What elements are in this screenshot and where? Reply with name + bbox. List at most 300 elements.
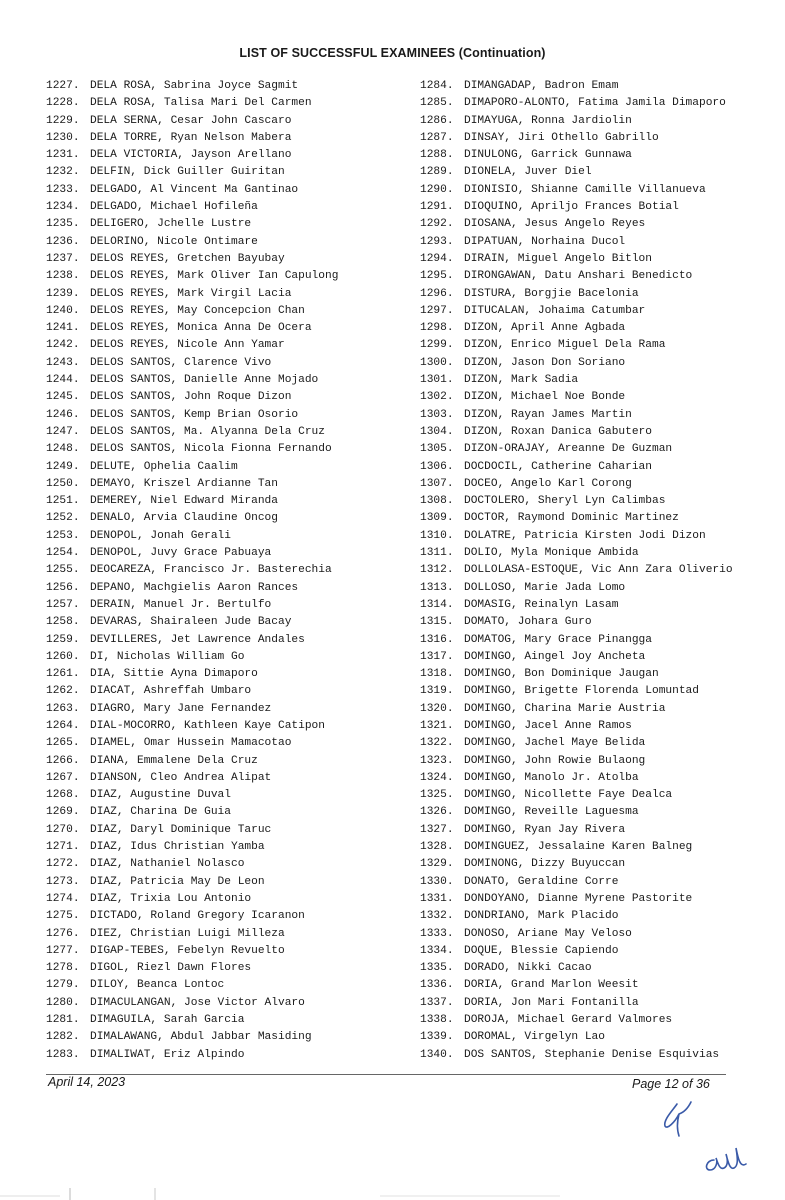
examinee-name: DIRONGAWAN, Datu Anshari Benedicto	[464, 270, 693, 283]
list-item	[46, 459, 338, 476]
examinee-name: DILOY, Beanca Lontoc	[90, 979, 225, 992]
examinee-number: 1286.	[420, 114, 454, 127]
examinee-name: DIAZ, Charina De Guia	[90, 806, 231, 819]
examinee-number: 1312.	[420, 564, 454, 577]
examinee-number: 1265.	[46, 737, 80, 750]
list-item	[420, 459, 733, 476]
examinee-name: DELFIN, Dick Guiller Guiritan	[90, 166, 285, 179]
examinee-name: DIAGRO, Mary Jane Fernandez	[90, 702, 272, 715]
examinee-number: 1234.	[46, 201, 80, 214]
examinee-name: DIAZ, Trixia Lou Antonio	[90, 892, 252, 905]
list-item	[420, 528, 733, 545]
examinee-number: 1303.	[420, 408, 454, 421]
examinee-number: 1310.	[420, 529, 454, 542]
examinee-name: DIZON, Roxan Danica Gabutero	[464, 425, 652, 438]
examinee-name: DOCTOR, Raymond Dominic Martinez	[464, 512, 679, 525]
examinee-name: DIOQUINO, Apriljo Frances Botial	[464, 201, 679, 214]
examinee-name: DOMINGUEZ, Jessalaine Karen Balneg	[464, 841, 693, 854]
examinee-name: DENOPOL, Jonah Gerali	[90, 529, 231, 542]
examinee-number: 1315.	[420, 616, 454, 629]
list-item	[46, 251, 338, 268]
list-item	[46, 1012, 338, 1029]
examinee-number: 1272.	[46, 858, 80, 871]
examinee-name: DORIA, Grand Marlon Weesit	[464, 979, 639, 992]
examinee-number: 1264.	[46, 719, 80, 732]
examinee-number: 1254.	[46, 547, 80, 560]
examinee-number: 1330.	[420, 875, 454, 888]
examinee-name: DEVARAS, Shairaleen Jude Bacay	[90, 616, 292, 629]
examinee-name: DENALO, Arvia Claudine Oncog	[90, 512, 278, 525]
examinee-number: 1326.	[420, 806, 454, 819]
examinee-name: DELGADO, Al Vincent Ma Gantinao	[90, 183, 299, 196]
list-item	[46, 649, 338, 666]
examinee-number: 1268.	[46, 789, 80, 802]
examinee-name: DOMINONG, Dizzy Buyuccan	[464, 858, 626, 871]
examinee-number: 1338.	[420, 1014, 454, 1027]
examinee-name: DELOS SANTOS, Danielle Anne Mojado	[90, 374, 319, 387]
examinee-name: DOCEO, Angelo Karl Corong	[464, 477, 632, 490]
examinee-number: 1237.	[46, 252, 80, 265]
examinee-name: DIANA, Emmalene Dela Cruz	[90, 754, 258, 767]
examinee-name: DONDRIANO, Mark Placido	[464, 910, 619, 923]
examinee-number: 1318.	[420, 668, 454, 681]
list-item	[46, 164, 338, 181]
examinee-number: 1329.	[420, 858, 454, 871]
list-item	[46, 199, 338, 216]
list-item	[46, 926, 338, 943]
examinee-name: DEMEREY, Niel Edward Miranda	[90, 495, 278, 508]
examinee-name: DIEZ, Christian Luigi Milleza	[90, 927, 285, 940]
list-item	[46, 216, 338, 233]
examinee-name: DITUCALAN, Johaima Catumbar	[464, 304, 646, 317]
examinee-name: DOLIO, Myla Monique Ambida	[464, 547, 639, 560]
list-item	[46, 476, 338, 493]
examinee-number: 1259.	[46, 633, 80, 646]
examinee-number: 1257.	[46, 598, 80, 611]
examinee-number: 1301.	[420, 374, 454, 387]
list-item	[420, 839, 733, 856]
examinee-name: DELOS SANTOS, Clarence Vivo	[90, 356, 272, 369]
examinee-number: 1317.	[420, 650, 454, 663]
examinee-number: 1294.	[420, 252, 454, 265]
examinee-number: 1284.	[420, 80, 454, 92]
examinee-number: 1339.	[420, 1031, 454, 1044]
examinee-number: 1275.	[46, 910, 80, 923]
list-item	[46, 753, 338, 770]
examinee-number: 1281.	[46, 1014, 80, 1027]
examinee-name: DIGAP-TEBES, Febelyn Revuelto	[90, 944, 285, 957]
list-item	[420, 113, 733, 130]
examinee-name: DOMINGO, Reveille Laguesma	[464, 806, 639, 819]
list-item	[46, 683, 338, 700]
examinee-name: DELA ROSA, Talisa Mari Del Carmen	[90, 97, 312, 110]
list-item	[46, 337, 338, 354]
page-number: Page 12 of 36	[632, 1077, 710, 1091]
list-item	[46, 355, 338, 372]
examinee-number: 1298.	[420, 322, 454, 335]
examinee-name: DEOCAREZA, Francisco Jr. Basterechia	[90, 564, 332, 577]
examinee-name: DORADO, Nikki Cacao	[464, 962, 592, 975]
examinee-number: 1327.	[420, 823, 454, 836]
examinee-number: 1263.	[46, 702, 80, 715]
list-item	[420, 908, 733, 925]
list-item	[46, 510, 338, 527]
list-item	[46, 493, 338, 510]
list-item	[46, 908, 338, 925]
examinee-number: 1307.	[420, 477, 454, 490]
examinee-name: DELGADO, Michael Hofileña	[90, 201, 258, 214]
examinee-number: 1241.	[46, 322, 80, 335]
initials-signature-icon	[655, 1100, 700, 1140]
examinee-name: DOMINGO, Manolo Jr. Atolba	[464, 771, 639, 784]
list-item	[46, 804, 338, 821]
examinee-name: DORIA, Jon Mari Fontanilla	[464, 996, 639, 1009]
examinee-name: DIONELA, Juver Diel	[464, 166, 592, 179]
examinee-number: 1276.	[46, 927, 80, 940]
list-item	[420, 632, 733, 649]
examinee-name: DIMACULANGAN, Jose Victor Alvaro	[90, 996, 305, 1009]
examinee-name: DIA, Sittie Ayna Dimaporo	[90, 668, 258, 681]
examinee-name: DIMALAWANG, Abdul Jabbar Masiding	[90, 1031, 312, 1044]
list-item	[420, 337, 733, 354]
examinee-number: 1242.	[46, 339, 80, 352]
examinee-number: 1311.	[420, 547, 454, 560]
examinee-number: 1322.	[420, 737, 454, 750]
examinee-number: 1266.	[46, 754, 80, 767]
examinee-name: DOMATOG, Mary Grace Pinangga	[464, 633, 652, 646]
list-item	[46, 1029, 338, 1046]
handwritten-signature-icon	[700, 1138, 750, 1178]
examinee-number: 1262.	[46, 685, 80, 698]
examinee-number: 1260.	[46, 650, 80, 663]
examinee-number: 1336.	[420, 979, 454, 992]
examinee-number: 1236.	[46, 235, 80, 248]
examinee-name: DIZON, Mark Sadia	[464, 374, 579, 387]
examinee-number: 1243.	[46, 356, 80, 369]
examinee-number: 1333.	[420, 927, 454, 940]
list-item	[420, 372, 733, 389]
examinee-name: DIAZ, Nathaniel Nolasco	[90, 858, 245, 871]
examinee-number: 1279.	[46, 979, 80, 992]
examinee-name: DELOS REYES, Mark Oliver Ian Capulong	[90, 270, 339, 283]
examinee-number: 1248.	[46, 443, 80, 456]
examinee-name: DELOS REYES, Gretchen Bayubay	[90, 252, 285, 265]
list-item	[420, 303, 733, 320]
examinee-number: 1270.	[46, 823, 80, 836]
examinee-name: DIMANGADAP, Badron Emam	[464, 80, 619, 92]
list-item	[420, 424, 733, 441]
examinee-name: DONDOYANO, Dianne Myrene Pastorite	[464, 892, 693, 905]
examinee-number: 1304.	[420, 425, 454, 438]
examinee-name: DOROJA, Michael Gerard Valmores	[464, 1014, 673, 1027]
examinee-name: DIANSON, Cleo Andrea Alipat	[90, 771, 272, 784]
list-item	[46, 874, 338, 891]
examinee-number: 1332.	[420, 910, 454, 923]
examinee-number: 1261.	[46, 668, 80, 681]
examinee-number: 1320.	[420, 702, 454, 715]
list-item	[46, 632, 338, 649]
examinee-name: DELOS REYES, May Concepcion Chan	[90, 304, 305, 317]
examinee-name: DENOPOL, Juvy Grace Pabuaya	[90, 547, 272, 560]
examinee-name: DERAIN, Manuel Jr. Bertulfo	[90, 598, 272, 611]
examinee-number: 1267.	[46, 771, 80, 784]
examinee-name: DONATO, Geraldine Corre	[464, 875, 619, 888]
examinee-number: 1291.	[420, 201, 454, 214]
list-item	[46, 977, 338, 994]
list-item	[46, 701, 338, 718]
list-item	[46, 441, 338, 458]
examinee-number: 1280.	[46, 996, 80, 1009]
list-item	[420, 320, 733, 337]
examinee-number: 1287.	[420, 131, 454, 144]
examinee-number: 1324.	[420, 771, 454, 784]
examinee-number: 1239.	[46, 287, 80, 300]
list-item	[46, 303, 338, 320]
list-item	[420, 234, 733, 251]
list-item	[420, 735, 733, 752]
examinee-number: 1313.	[420, 581, 454, 594]
examinee-name: DELA TORRE, Ryan Nelson Mabera	[90, 131, 292, 144]
list-item	[420, 268, 733, 285]
list-item	[46, 78, 338, 95]
examinee-name: DOCDOCIL, Catherine Caharian	[464, 460, 652, 473]
examinee-name: DIPATUAN, Norhaina Ducol	[464, 235, 626, 248]
examinee-name: DOMINGO, John Rowie Bulaong	[464, 754, 646, 767]
list-item	[46, 286, 338, 303]
list-item	[420, 286, 733, 303]
list-item	[420, 701, 733, 718]
list-item	[420, 580, 733, 597]
list-item	[420, 856, 733, 873]
list-item	[420, 216, 733, 233]
examinee-number: 1288.	[420, 149, 454, 162]
examinee-number: 1316.	[420, 633, 454, 646]
examinee-number: 1245.	[46, 391, 80, 404]
list-item	[46, 787, 338, 804]
examinee-name: DONOSO, Ariane May Veloso	[464, 927, 632, 940]
list-item	[46, 735, 338, 752]
examinee-number: 1253.	[46, 529, 80, 542]
examinee-name: DOMINGO, Charina Marie Austria	[464, 702, 666, 715]
examinee-name: DOMINGO, Ryan Jay Rivera	[464, 823, 626, 836]
examinee-name: DOCTOLERO, Sheryl Lyn Calimbas	[464, 495, 666, 508]
examinee-name: DIMAPORO-ALONTO, Fatima Jamila Dimaporo	[464, 97, 726, 110]
list-item	[420, 753, 733, 770]
examinee-name: DEPANO, Machgielis Aaron Rances	[90, 581, 299, 594]
examinee-number: 1232.	[46, 166, 80, 179]
examinee-number: 1278.	[46, 962, 80, 975]
examinee-number: 1328.	[420, 841, 454, 854]
list-item	[420, 1012, 733, 1029]
examinee-number: 1231.	[46, 149, 80, 162]
examinee-name: DELORINO, Nicole Ontimare	[90, 235, 258, 248]
examinee-number: 1285.	[420, 97, 454, 110]
list-item	[46, 960, 338, 977]
examinee-name: DELOS SANTOS, John Roque Dizon	[90, 391, 292, 404]
examinee-name: DIZON-ORAJAY, Areanne De Guzman	[464, 443, 673, 456]
examinee-name: DIZON, Jason Don Soriano	[464, 356, 626, 369]
examinee-name: DIAZ, Augustine Duval	[90, 789, 231, 802]
examinee-number: 1252.	[46, 512, 80, 525]
examinee-number: 1246.	[46, 408, 80, 421]
list-item	[46, 856, 338, 873]
examinee-number: 1305.	[420, 443, 454, 456]
list-item	[420, 822, 733, 839]
list-item	[420, 95, 733, 112]
examinee-number: 1321.	[420, 719, 454, 732]
examinee-name: DIMALIWAT, Eriz Alpindo	[90, 1048, 245, 1061]
list-item	[46, 130, 338, 147]
examinee-name: DELIGERO, Jchelle Lustre	[90, 218, 252, 231]
examinee-number: 1290.	[420, 183, 454, 196]
examinee-number: 1296.	[420, 287, 454, 300]
examinee-number: 1325.	[420, 789, 454, 802]
examinee-number: 1337.	[420, 996, 454, 1009]
list-item	[46, 389, 338, 406]
examinee-number: 1247.	[46, 425, 80, 438]
list-item	[420, 545, 733, 562]
list-item	[46, 943, 338, 960]
examinee-number: 1292.	[420, 218, 454, 231]
list-item	[46, 580, 338, 597]
examinee-number: 1233.	[46, 183, 80, 196]
list-item	[420, 389, 733, 406]
examinee-name: DOMINGO, Aingel Joy Ancheta	[464, 650, 646, 663]
list-item	[420, 562, 733, 579]
examinee-name: DIACAT, Ashreffah Umbaro	[90, 685, 252, 698]
list-item	[46, 113, 338, 130]
examinee-name: DIAZ, Daryl Dominique Taruc	[90, 823, 272, 836]
examinee-name: DELA SERNA, Cesar John Cascaro	[90, 114, 292, 127]
examinee-number: 1319.	[420, 685, 454, 698]
examinee-name: DOLLOLASA-ESTOQUE, Vic Ann Zara Oliverio	[464, 564, 733, 577]
list-item	[420, 493, 733, 510]
list-item	[420, 476, 733, 493]
examinee-name: DOS SANTOS, Stephanie Denise Esquivias	[464, 1048, 720, 1061]
examinee-name: DIRAIN, Miguel Angelo Bitlon	[464, 252, 652, 265]
list-item	[420, 891, 733, 908]
examinee-name: DOQUE, Blessie Capiendo	[464, 944, 619, 957]
list-item	[420, 597, 733, 614]
list-item	[46, 995, 338, 1012]
examinee-name: DELA ROSA, Sabrina Joyce Sagmit	[90, 80, 299, 92]
examinee-number: 1306.	[420, 460, 454, 473]
list-item	[46, 666, 338, 683]
list-item	[46, 562, 338, 579]
examinee-name: DELA VICTORIA, Jayson Arellano	[90, 149, 292, 162]
list-item	[420, 787, 733, 804]
examinee-number: 1258.	[46, 616, 80, 629]
examinee-number: 1295.	[420, 270, 454, 283]
list-item	[46, 822, 338, 839]
examinee-name: DIONISIO, Shianne Camille Villanueva	[464, 183, 706, 196]
examinee-name: DEMAYO, Kriszel Ardianne Tan	[90, 477, 278, 490]
list-item	[46, 545, 338, 562]
examinee-number: 1269.	[46, 806, 80, 819]
examinee-number: 1230.	[46, 131, 80, 144]
list-item	[420, 943, 733, 960]
list-item	[420, 770, 733, 787]
list-item	[46, 718, 338, 735]
examinee-number: 1238.	[46, 270, 80, 283]
list-item	[420, 874, 733, 891]
list-item	[46, 147, 338, 164]
examinee-number: 1302.	[420, 391, 454, 404]
examinee-name: DOMINGO, Bon Dominique Jaugan	[464, 668, 659, 681]
list-item	[46, 770, 338, 787]
examinee-number: 1334.	[420, 944, 454, 957]
examinee-number: 1273.	[46, 875, 80, 888]
list-item	[420, 977, 733, 994]
list-item	[46, 597, 338, 614]
examinee-number: 1323.	[420, 754, 454, 767]
examinee-name: DOMINGO, Jacel Anne Ramos	[464, 719, 632, 732]
examinee-name: DOROMAL, Virgelyn Lao	[464, 1031, 605, 1044]
list-item	[420, 147, 733, 164]
list-item	[46, 234, 338, 251]
list-item	[46, 1047, 338, 1064]
footer-date: April 14, 2023	[48, 1075, 126, 1089]
list-item	[420, 164, 733, 181]
examinee-name: DELOS SANTOS, Kemp Brian Osorio	[90, 408, 299, 421]
list-item	[46, 891, 338, 908]
examinee-name: DIZON, Michael Noe Bonde	[464, 391, 626, 404]
examinee-number: 1244.	[46, 374, 80, 387]
examinee-number: 1331.	[420, 892, 454, 905]
list-item	[420, 251, 733, 268]
examinee-number: 1282.	[46, 1031, 80, 1044]
examinee-name: DIZON, April Anne Agbada	[464, 322, 626, 335]
list-item	[420, 510, 733, 527]
list-item	[420, 355, 733, 372]
examinee-name: DIAL-MOCORRO, Kathleen Kaye Catipon	[90, 719, 325, 732]
examinee-number: 1240.	[46, 304, 80, 317]
list-item	[420, 78, 733, 95]
page-title: LIST OF SUCCESSFUL EXAMINEES (Continuation)	[239, 46, 546, 60]
examinee-number: 1229.	[46, 114, 80, 127]
examinee-number: 1227.	[46, 80, 80, 92]
examinee-name: DIAZ, Idus Christian Yamba	[90, 841, 265, 854]
examinee-name: DISTURA, Borgjie Bacelonia	[464, 287, 639, 300]
examinee-number: 1314.	[420, 598, 454, 611]
list-item	[46, 372, 338, 389]
list-item	[420, 683, 733, 700]
list-item	[46, 528, 338, 545]
examinee-name: DOMINGO, Brigette Florenda Lomuntad	[464, 685, 699, 698]
examinee-name: DOLLOSO, Marie Jada Lomo	[464, 581, 626, 594]
examinee-name: DI, Nicholas William Go	[90, 650, 245, 663]
list-item	[46, 182, 338, 199]
list-item	[420, 804, 733, 821]
list-item	[420, 666, 733, 683]
examinee-number: 1228.	[46, 97, 80, 110]
list-item	[420, 718, 733, 735]
examinee-number: 1308.	[420, 495, 454, 508]
examinee-number: 1293.	[420, 235, 454, 248]
left-column	[46, 78, 338, 1064]
examinee-name: DOMINGO, Nicollette Faye Dealca	[464, 789, 673, 802]
examinee-number: 1309.	[420, 512, 454, 525]
list-item	[420, 926, 733, 943]
examinee-number: 1271.	[46, 841, 80, 854]
examinee-name: DIMAYUGA, Ronna Jardiolin	[464, 114, 632, 127]
list-item	[420, 995, 733, 1012]
examinee-number: 1335.	[420, 962, 454, 975]
examinee-name: DINULONG, Garrick Gunnawa	[464, 149, 632, 162]
examinee-name: DICTADO, Roland Gregory Icaranon	[90, 910, 305, 923]
examinee-name: DELOS SANTOS, Nicola Fionna Fernando	[90, 443, 332, 456]
list-item	[420, 649, 733, 666]
